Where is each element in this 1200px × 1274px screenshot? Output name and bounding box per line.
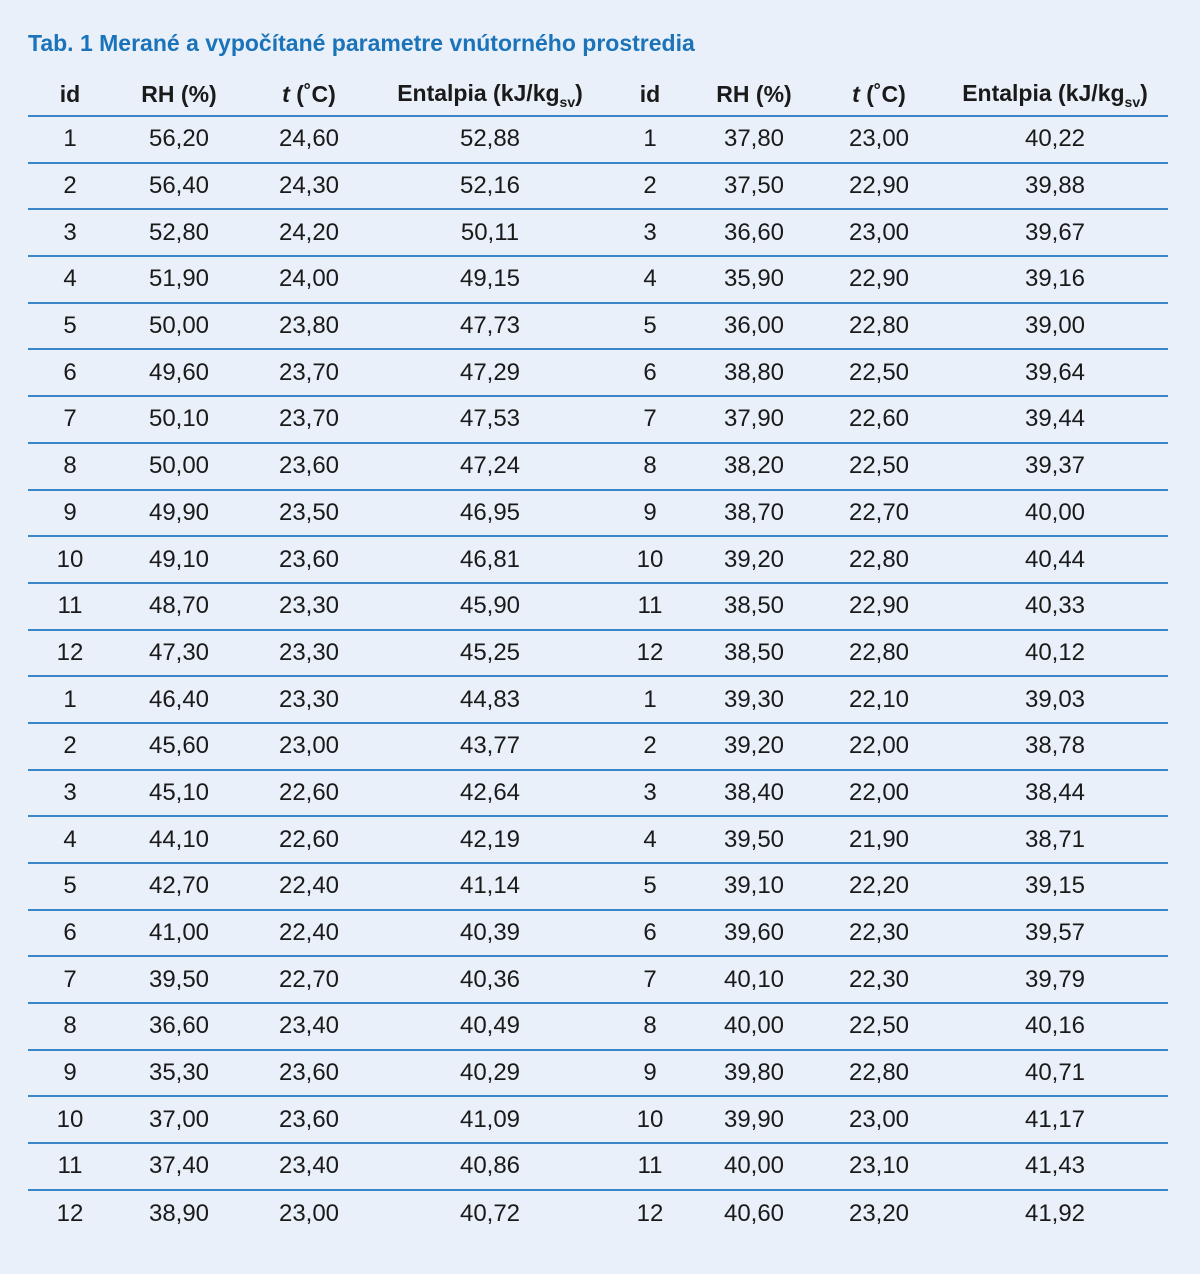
cell-id-right: 6	[643, 358, 657, 386]
cell-temp-left: 23,00	[278, 732, 340, 760]
cell-rh-right: 37,90	[723, 405, 785, 433]
cell-enthalpy-left: 40,49	[459, 1012, 521, 1040]
header-enthalpy-suffix: )	[1140, 79, 1148, 106]
header-temp-right	[816, 81, 942, 108]
cell-id-left: 6	[63, 919, 77, 947]
cell-id-left: 12	[56, 1200, 84, 1228]
cell-id-right: 8	[643, 1012, 657, 1040]
header-rh-left: RH (%)	[141, 81, 217, 107]
cell-id-right: 1	[643, 125, 657, 153]
cell-enthalpy-right: 39,37	[1024, 452, 1086, 480]
cell-enthalpy-right: 39,79	[1024, 965, 1086, 993]
cell-id-left: 3	[63, 778, 77, 806]
cell-rh-right: 38,70	[723, 498, 785, 526]
cell-temp-right: 23,00	[848, 125, 910, 153]
cell-enthalpy-left: 47,24	[459, 452, 521, 480]
cell-id-left: 8	[63, 1012, 77, 1040]
cell-rh-left: 37,00	[148, 1105, 210, 1133]
cell-temp-right: 22,80	[848, 638, 910, 666]
header-rh-right: RH (%)	[716, 81, 792, 107]
cell-rh-left: 38,90	[148, 1200, 210, 1228]
cell-id-left: 2	[63, 172, 77, 200]
cell-rh-left: 47,30	[148, 638, 210, 666]
cell-rh-left: 48,70	[148, 592, 210, 620]
table-row	[28, 771, 1168, 818]
cell-enthalpy-left: 40,39	[459, 919, 521, 947]
cell-id-right: 4	[643, 265, 657, 293]
cell-rh-right: 36,00	[723, 312, 785, 340]
cell-temp-left: 23,30	[278, 685, 340, 713]
cell-temp-left: 23,80	[278, 312, 340, 340]
cell-enthalpy-left: 40,36	[459, 965, 521, 993]
cell-rh-right: 39,10	[723, 872, 785, 900]
cell-id-left: 7	[63, 405, 77, 433]
cell-temp-right: 21,90	[848, 825, 910, 853]
cell-temp-left: 23,70	[278, 358, 340, 386]
cell-enthalpy-left: 40,86	[459, 1152, 521, 1180]
cell-temp-left: 23,30	[278, 638, 340, 666]
cell-rh-left: 49,90	[148, 498, 210, 526]
cell-id-right: 9	[643, 498, 657, 526]
cell-enthalpy-left: 46,81	[459, 545, 521, 573]
cell-temp-left: 23,60	[278, 1059, 340, 1087]
table-row	[28, 491, 1168, 538]
cell-enthalpy-left: 50,11	[460, 218, 520, 246]
cell-enthalpy-right: 39,16	[1024, 265, 1086, 293]
table-row	[28, 817, 1168, 864]
cell-enthalpy-left: 42,19	[459, 825, 521, 853]
header-temp-left	[246, 81, 372, 108]
cell-rh-left: 56,40	[148, 172, 210, 200]
cell-enthalpy-left: 52,88	[459, 125, 521, 153]
cell-rh-right: 38,50	[723, 638, 785, 666]
cell-temp-left: 23,40	[278, 1012, 340, 1040]
cell-enthalpy-left: 43,77	[459, 732, 521, 760]
cell-enthalpy-right: 39,44	[1024, 405, 1086, 433]
cell-temp-right: 23,00	[848, 218, 910, 246]
cell-enthalpy-left: 45,90	[459, 592, 521, 620]
cell-enthalpy-right: 39,64	[1024, 358, 1086, 386]
cell-id-left: 3	[63, 218, 77, 246]
table-row	[28, 1051, 1168, 1098]
cell-id-left: 7	[63, 965, 77, 993]
cell-enthalpy-right: 39,03	[1024, 685, 1086, 713]
cell-temp-right: 23,20	[848, 1200, 910, 1228]
cell-temp-left: 22,70	[278, 965, 340, 993]
cell-rh-left: 42,70	[148, 872, 210, 900]
cell-temp-right: 22,00	[848, 778, 910, 806]
cell-temp-right: 22,80	[848, 312, 910, 340]
cell-temp-right: 22,00	[848, 732, 910, 760]
table-row	[28, 210, 1168, 257]
cell-id-right: 11	[637, 592, 663, 620]
cell-rh-right: 39,80	[723, 1059, 785, 1087]
cell-rh-left: 36,60	[148, 1012, 210, 1040]
cell-temp-left: 23,30	[278, 592, 340, 620]
cell-rh-right: 36,60	[723, 218, 785, 246]
header-id-left: id	[59, 81, 81, 107]
cell-rh-left: 50,00	[148, 452, 210, 480]
cell-enthalpy-left: 45,25	[459, 638, 521, 666]
table-body	[28, 117, 1168, 1238]
cell-temp-left: 23,60	[278, 1105, 340, 1133]
table-row	[28, 957, 1168, 1004]
table-row	[28, 1097, 1168, 1144]
cell-rh-right: 35,90	[723, 265, 785, 293]
table-row	[28, 724, 1168, 771]
cell-temp-right: 22,90	[848, 592, 910, 620]
cell-rh-right: 37,50	[723, 172, 785, 200]
cell-temp-right: 22,30	[848, 965, 910, 993]
cell-temp-left: 24,00	[278, 265, 340, 293]
cell-id-left: 1	[63, 685, 77, 713]
cell-enthalpy-left: 52,16	[459, 172, 521, 200]
cell-rh-right: 40,10	[723, 965, 785, 993]
cell-id-right: 11	[637, 1152, 663, 1180]
cell-rh-left: 56,20	[148, 125, 210, 153]
cell-id-right: 6	[643, 919, 657, 947]
cell-rh-right: 40,60	[723, 1200, 785, 1228]
table-row	[28, 864, 1168, 911]
cell-rh-right: 38,40	[723, 778, 785, 806]
table-row	[28, 257, 1168, 304]
cell-rh-left: 41,00	[148, 919, 210, 947]
cell-enthalpy-right: 40,33	[1024, 592, 1086, 620]
cell-temp-left: 24,30	[278, 172, 340, 200]
cell-enthalpy-right: 39,57	[1024, 919, 1086, 947]
cell-id-left: 4	[63, 265, 77, 293]
cell-enthalpy-left: 41,14	[459, 872, 521, 900]
table-row	[28, 677, 1168, 724]
table-row	[28, 117, 1168, 164]
header-enthalpy-sub: sv	[559, 93, 576, 110]
cell-enthalpy-right: 40,12	[1024, 638, 1086, 666]
header-temp-unit: (˚C)	[859, 81, 906, 107]
cell-enthalpy-left: 49,15	[459, 265, 521, 293]
table-row	[28, 397, 1168, 444]
cell-enthalpy-left: 47,73	[459, 312, 521, 340]
cell-rh-right: 39,20	[723, 732, 785, 760]
cell-enthalpy-right: 39,88	[1024, 172, 1086, 200]
cell-temp-right: 22,10	[848, 685, 910, 713]
cell-temp-left: 23,60	[278, 452, 340, 480]
cell-enthalpy-left: 41,09	[459, 1105, 521, 1133]
cell-temp-left: 24,20	[278, 218, 340, 246]
cell-enthalpy-right: 40,44	[1024, 545, 1086, 573]
cell-rh-left: 50,10	[148, 405, 210, 433]
cell-id-right: 2	[643, 172, 657, 200]
cell-id-right: 12	[636, 638, 664, 666]
cell-rh-left: 45,60	[148, 732, 210, 760]
cell-rh-right: 40,00	[723, 1012, 785, 1040]
cell-enthalpy-left: 40,72	[459, 1200, 521, 1228]
cell-id-right: 3	[643, 778, 657, 806]
cell-enthalpy-right: 41,43	[1024, 1152, 1086, 1180]
cell-rh-right: 39,20	[723, 545, 785, 573]
cell-rh-left: 37,40	[148, 1152, 210, 1180]
cell-enthalpy-left: 47,29	[459, 358, 521, 386]
cell-id-left: 10	[56, 1105, 84, 1133]
cell-temp-left: 23,70	[278, 405, 340, 433]
cell-rh-right: 38,80	[723, 358, 785, 386]
cell-temp-left: 24,60	[278, 125, 340, 153]
cell-enthalpy-right: 40,16	[1024, 1012, 1086, 1040]
cell-rh-right: 39,50	[723, 825, 785, 853]
cell-id-right: 9	[643, 1059, 657, 1087]
cell-id-left: 8	[63, 452, 77, 480]
cell-enthalpy-left: 42,64	[459, 778, 521, 806]
header-id-right: id	[639, 81, 661, 107]
cell-id-right: 2	[643, 732, 657, 760]
cell-temp-left: 22,40	[278, 872, 340, 900]
cell-rh-left: 35,30	[148, 1059, 210, 1087]
cell-rh-left: 49,10	[148, 545, 210, 573]
data-table	[28, 74, 1168, 1238]
table-row	[28, 164, 1168, 211]
cell-enthalpy-right: 38,44	[1024, 778, 1086, 806]
cell-id-left: 9	[63, 1059, 77, 1087]
cell-enthalpy-right: 40,71	[1024, 1059, 1086, 1087]
cell-id-right: 5	[643, 312, 657, 340]
cell-enthalpy-right: 40,00	[1024, 498, 1086, 526]
cell-id-left: 4	[63, 825, 77, 853]
cell-enthalpy-right: 39,00	[1024, 312, 1086, 340]
table-caption: Tab. 1 Merané a vypočítané parametre vnútorného prostredia	[28, 30, 695, 56]
header-temp-symbol: t	[852, 81, 860, 107]
cell-id-left: 11	[57, 592, 83, 620]
table-row	[28, 911, 1168, 958]
cell-temp-right: 22,50	[848, 1012, 910, 1040]
cell-temp-right: 22,60	[848, 405, 910, 433]
cell-enthalpy-right: 39,67	[1024, 218, 1086, 246]
cell-id-right: 4	[643, 825, 657, 853]
cell-temp-right: 22,90	[848, 265, 910, 293]
cell-temp-right: 22,50	[848, 452, 910, 480]
cell-enthalpy-right: 38,71	[1024, 825, 1086, 853]
cell-temp-right: 22,70	[848, 498, 910, 526]
cell-temp-right: 23,00	[848, 1105, 910, 1133]
cell-id-left: 1	[63, 125, 77, 153]
cell-enthalpy-right: 39,15	[1024, 872, 1086, 900]
cell-rh-left: 44,10	[148, 825, 210, 853]
table-row	[28, 631, 1168, 678]
cell-temp-left: 23,50	[278, 498, 340, 526]
header-enthalpy-left	[372, 80, 608, 110]
cell-rh-right: 37,80	[723, 125, 785, 153]
table-header-row	[28, 74, 1168, 117]
cell-enthalpy-left: 46,95	[459, 498, 521, 526]
header-enthalpy-sub: sv	[1124, 93, 1141, 110]
cell-id-left: 2	[63, 732, 77, 760]
cell-id-left: 11	[57, 1152, 83, 1180]
header-enthalpy-prefix: Entalpia (kJ/kg	[397, 79, 560, 106]
table-row	[28, 304, 1168, 351]
table-row	[28, 1004, 1168, 1051]
cell-rh-left: 45,10	[148, 778, 210, 806]
cell-rh-left: 52,80	[148, 218, 210, 246]
cell-id-right: 5	[643, 872, 657, 900]
cell-rh-left: 51,90	[148, 265, 210, 293]
cell-id-left: 9	[63, 498, 77, 526]
cell-rh-right: 39,30	[723, 685, 785, 713]
table-row	[28, 444, 1168, 491]
cell-enthalpy-right: 41,92	[1024, 1200, 1086, 1228]
cell-rh-left: 49,60	[148, 358, 210, 386]
cell-enthalpy-left: 40,29	[459, 1059, 521, 1087]
header-temp-symbol: t	[282, 81, 290, 107]
cell-enthalpy-right: 41,17	[1024, 1105, 1086, 1133]
header-enthalpy-suffix: )	[575, 79, 583, 106]
cell-enthalpy-left: 44,83	[459, 685, 521, 713]
cell-id-right: 8	[643, 452, 657, 480]
cell-rh-left: 39,50	[148, 965, 210, 993]
cell-temp-left: 22,60	[278, 778, 340, 806]
cell-rh-left: 46,40	[148, 685, 210, 713]
cell-rh-right: 38,20	[723, 452, 785, 480]
cell-rh-right: 39,90	[723, 1105, 785, 1133]
cell-id-left: 5	[63, 312, 77, 340]
cell-id-right: 10	[636, 1105, 664, 1133]
cell-temp-right: 22,30	[848, 919, 910, 947]
cell-id-left: 5	[63, 872, 77, 900]
cell-rh-left: 50,00	[148, 312, 210, 340]
cell-temp-right: 22,50	[848, 358, 910, 386]
header-enthalpy-right	[942, 80, 1168, 110]
table-row	[28, 537, 1168, 584]
cell-id-right: 1	[643, 685, 657, 713]
header-enthalpy-prefix: Entalpia (kJ/kg	[962, 79, 1125, 106]
cell-temp-right: 22,90	[848, 172, 910, 200]
cell-temp-right: 23,10	[848, 1152, 910, 1180]
cell-temp-left: 22,40	[278, 919, 340, 947]
cell-enthalpy-left: 47,53	[459, 405, 521, 433]
cell-id-right: 10	[636, 545, 664, 573]
cell-id-right: 12	[636, 1200, 664, 1228]
cell-enthalpy-right: 40,22	[1024, 125, 1086, 153]
cell-temp-left: 23,60	[278, 545, 340, 573]
cell-temp-left: 23,00	[278, 1200, 340, 1228]
cell-rh-right: 38,50	[723, 592, 785, 620]
cell-temp-left: 23,40	[278, 1152, 340, 1180]
cell-rh-right: 40,00	[723, 1152, 785, 1180]
cell-temp-right: 22,80	[848, 1059, 910, 1087]
table-row	[28, 350, 1168, 397]
cell-id-left: 6	[63, 358, 77, 386]
cell-rh-right: 39,60	[723, 919, 785, 947]
cell-id-left: 10	[56, 545, 84, 573]
cell-id-right: 7	[643, 405, 657, 433]
cell-temp-right: 22,20	[848, 872, 910, 900]
cell-id-left: 12	[56, 638, 84, 666]
cell-id-right: 7	[643, 965, 657, 993]
table-row	[28, 584, 1168, 631]
cell-temp-left: 22,60	[278, 825, 340, 853]
cell-temp-right: 22,80	[848, 545, 910, 573]
cell-enthalpy-right: 38,78	[1024, 732, 1086, 760]
header-temp-unit: (˚C)	[289, 81, 336, 107]
cell-id-right: 3	[643, 218, 657, 246]
table-row	[28, 1144, 1168, 1191]
table-row	[28, 1191, 1168, 1238]
